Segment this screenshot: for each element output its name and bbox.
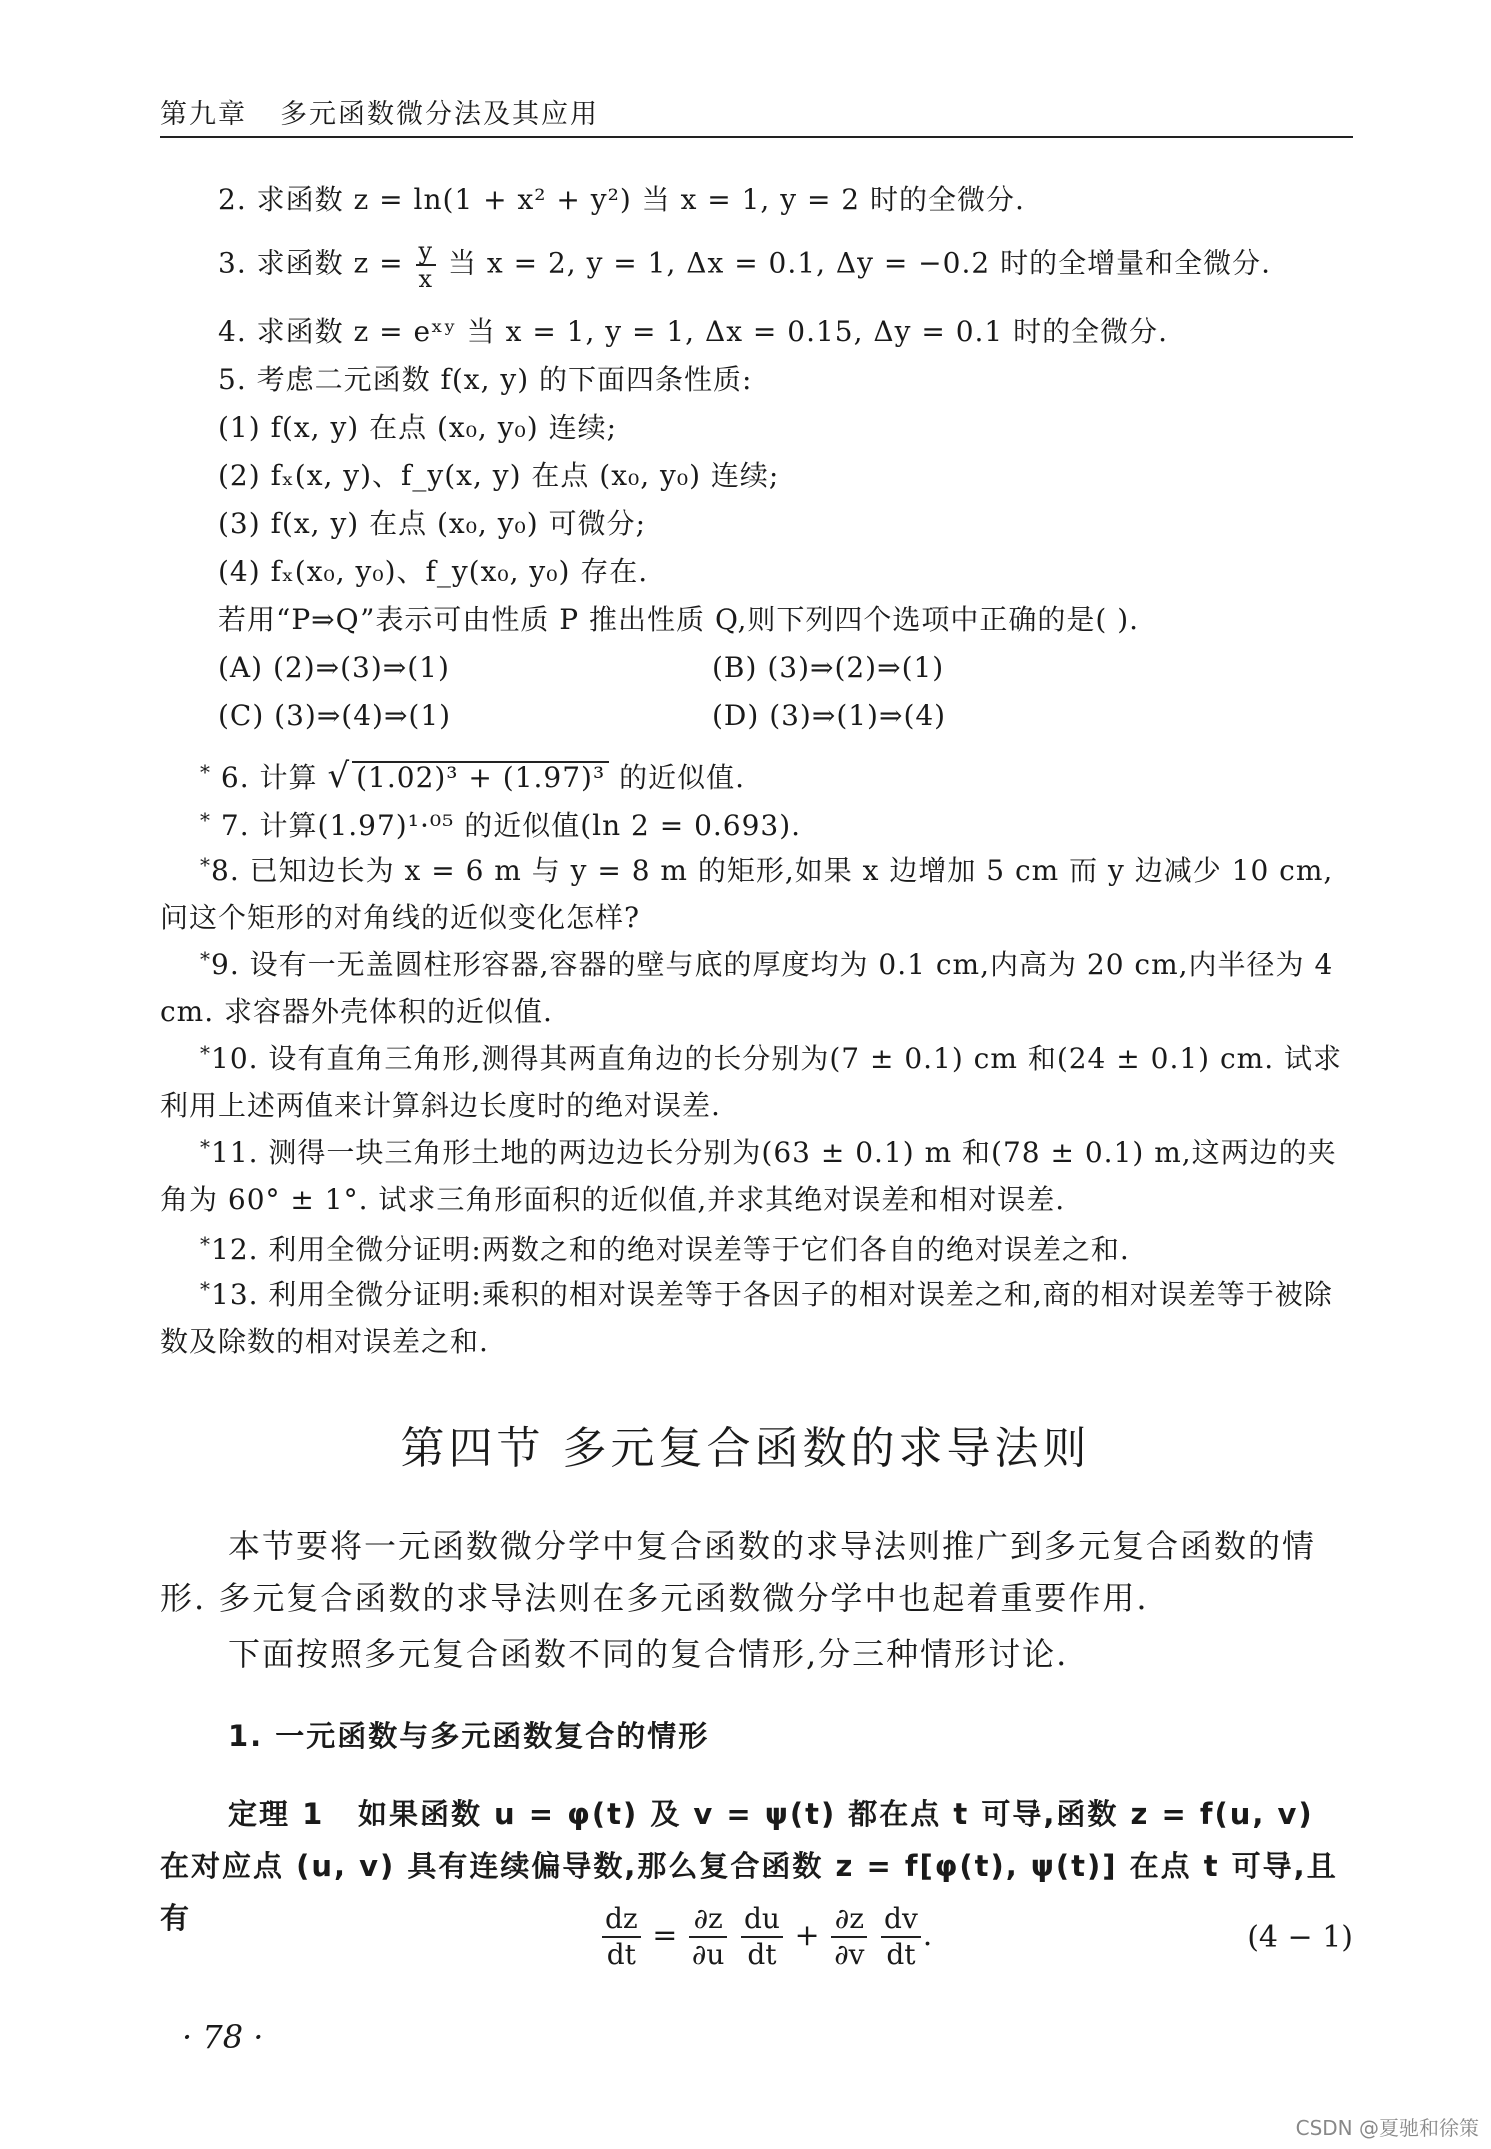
starred-marker: *	[200, 1135, 211, 1159]
property-1: (1) f(x, y) 在点 (x₀, y₀) 连续;	[218, 411, 618, 444]
exercise-13-text: 13. 利用全微分证明:乘积的相对误差等于各因子的相对误差之和,商的相对误差等于被除数及除数的相对误差之和.	[160, 1278, 1333, 1358]
option-b: (B) (3)⇒(2)⇒(1)	[712, 651, 945, 684]
exercise-3-tail: 当 x = 2, y = 1, Δx = 0.1, Δy = −0.2 时的全增量和全微分.	[448, 246, 1271, 280]
option-a: (A) (2)⇒(3)⇒(1)	[218, 651, 450, 684]
formula-lhs	[602, 1902, 641, 1972]
exercise-3-lead: 3. 求函数 z =	[218, 246, 404, 280]
option-c: (C) (3)⇒(4)⇒(1)	[218, 699, 452, 732]
starred-marker: *	[200, 1277, 211, 1301]
chapter-title: 多元函数微分法及其应用	[280, 99, 599, 130]
formula-period: .	[922, 1918, 933, 1953]
t3-numerator: ∂z	[831, 1902, 867, 1938]
page-number: · 78 ·	[182, 2018, 264, 2056]
dv-dt	[881, 1902, 921, 1972]
exercise-12	[200, 1224, 1353, 1270]
property-3: (3) f(x, y) 在点 (x₀, y₀) 可微分;	[218, 507, 647, 540]
radical-sign: √	[327, 756, 351, 796]
chain-rule-formula	[600, 1902, 932, 1972]
starred-marker: *	[200, 808, 211, 832]
property-4: (4) fₓ(x₀, y₀)、f_y(x₀, y₀) 存在.	[218, 555, 649, 588]
starred-marker: *	[200, 760, 211, 784]
partial-z-u	[689, 1902, 728, 1972]
equation-number: (4 − 1)	[1247, 1920, 1353, 1955]
exercise-10-text: 10. 设有直角三角形,测得其两直角边的长分别为(7 ± 0.1) cm 和(24 ± 0.1) cm. 试求利用上述两值来计算斜边长度时的绝对误差.	[160, 1042, 1343, 1122]
option-d: (D) (3)⇒(1)⇒(4)	[712, 699, 947, 732]
exercise-5: 5. 考虑二元函数 f(x, y) 的下面四条性质:	[218, 363, 753, 396]
t3-denominator: ∂v	[834, 1938, 865, 1971]
t1-numerator: ∂z	[689, 1902, 728, 1938]
running-header	[160, 86, 1353, 138]
exercise-12-text: 12. 利用全微分证明:两数之和的绝对误差等于它们各自的绝对误差之和.	[211, 1233, 1130, 1266]
exercise-9-text: 9. 设有一无盖圆柱形容器,容器的壁与底的厚度均为 0.1 cm,内高为 20 cm,内半径为 4 cm. 求容器外壳体积的近似值.	[160, 948, 1334, 1028]
t1-denominator: ∂u	[691, 1938, 725, 1971]
partial-z-v	[831, 1902, 867, 1972]
exercise-9	[160, 936, 1353, 1035]
exercise-10	[160, 1030, 1353, 1129]
du-dt	[741, 1902, 783, 1972]
plus-sign: +	[794, 1918, 820, 1953]
exercise-5-question: 若用“P⇒Q”表示可由性质 P 推出性质 Q,则下列四个选项中正确的是( ).	[218, 603, 1140, 636]
fraction-y-over-x	[416, 238, 437, 292]
fraction-denominator: x	[418, 265, 434, 293]
watermark: CSDN @夏驰和徐策	[1295, 2116, 1479, 2140]
exercise-6	[200, 752, 1353, 798]
exercise-4: 4. 求函数 z = eˣʸ 当 x = 1, y = 1, Δx = 0.15, Δy = 0.1 时的全微分.	[218, 315, 1169, 348]
exercise-6-tail: 的近似值.	[619, 761, 746, 794]
theorem-statement: 如果函数 u = φ(t) 及 v = ψ(t) 都在点 t 可导,函数 z = f(u, v) 在对应点 (u, v) 具有连续偏导数,那么复合函数 z = f[φ(t), ψ(t)] 在点 t 可导,且有	[160, 1797, 1338, 1935]
chapter-label: 第九章	[160, 99, 247, 130]
t4-denominator: dt	[886, 1938, 916, 1971]
equals-sign: =	[652, 1918, 678, 1953]
t2-denominator: dt	[747, 1938, 777, 1971]
starred-marker: *	[200, 1041, 211, 1065]
intro-paragraph: 本节要将一元函数微分学中复合函数的求导法则推广到多元复合函数的情形. 多元复合函数的求导法则在多元函数微分学中也起着重要作用.	[160, 1527, 1317, 1617]
starred-marker: *	[200, 947, 211, 971]
exercise-7-text: 7. 计算(1.97)¹·⁰⁵ 的近似值(ln 2 = 0.693).	[220, 809, 802, 842]
exercise-8	[160, 842, 1353, 941]
exercise-7	[200, 800, 1353, 846]
radicand: (1.02)³ + (1.97)³	[352, 761, 609, 793]
theorem-label: 定理 1	[228, 1797, 325, 1831]
exercise-11	[160, 1124, 1353, 1223]
exercise-2: 2. 求函数 z = ln(1 + x² + y²) 当 x = 1, y = 2 时的全微分.	[218, 183, 1025, 216]
property-2: (2) fₓ(x, y)、f_y(x, y) 在点 (x₀, y₀) 连续;	[218, 459, 780, 492]
overview-paragraph: 下面按照多元复合函数不同的复合情形,分三种情形讨论.	[228, 1635, 1069, 1673]
fraction-numerator: y	[416, 238, 437, 266]
starred-marker: *	[200, 853, 211, 877]
lhs-denominator: dt	[606, 1938, 636, 1971]
exercise-3	[218, 238, 1353, 292]
exercise-13	[160, 1266, 1353, 1365]
subsection-heading: 1. 一元函数与多元函数复合的情形	[228, 1719, 710, 1753]
exercise-6-lead: 6. 计算	[220, 761, 318, 794]
t2-numerator: du	[741, 1902, 783, 1938]
lhs-numerator: dz	[602, 1902, 641, 1938]
section-title: 第四节 多元复合函数的求导法则	[400, 1423, 1091, 1474]
exercise-8-text: 8. 已知边长为 x = 6 m 与 y = 8 m 的矩形,如果 x 边增加 5 cm 而 y 边减少 10 cm,问这个矩形的对角线的近似变化怎样?	[160, 854, 1334, 934]
exercise-11-text: 11. 测得一块三角形土地的两边边长分别为(63 ± 0.1) m 和(78 ± 0.1) m,这两边的夹角为 60° ± 1°. 试求三角形面积的近似值,并求其绝对误差和相对误差.	[160, 1136, 1337, 1216]
t4-numerator: dv	[881, 1902, 921, 1938]
starred-marker: *	[200, 1232, 211, 1256]
